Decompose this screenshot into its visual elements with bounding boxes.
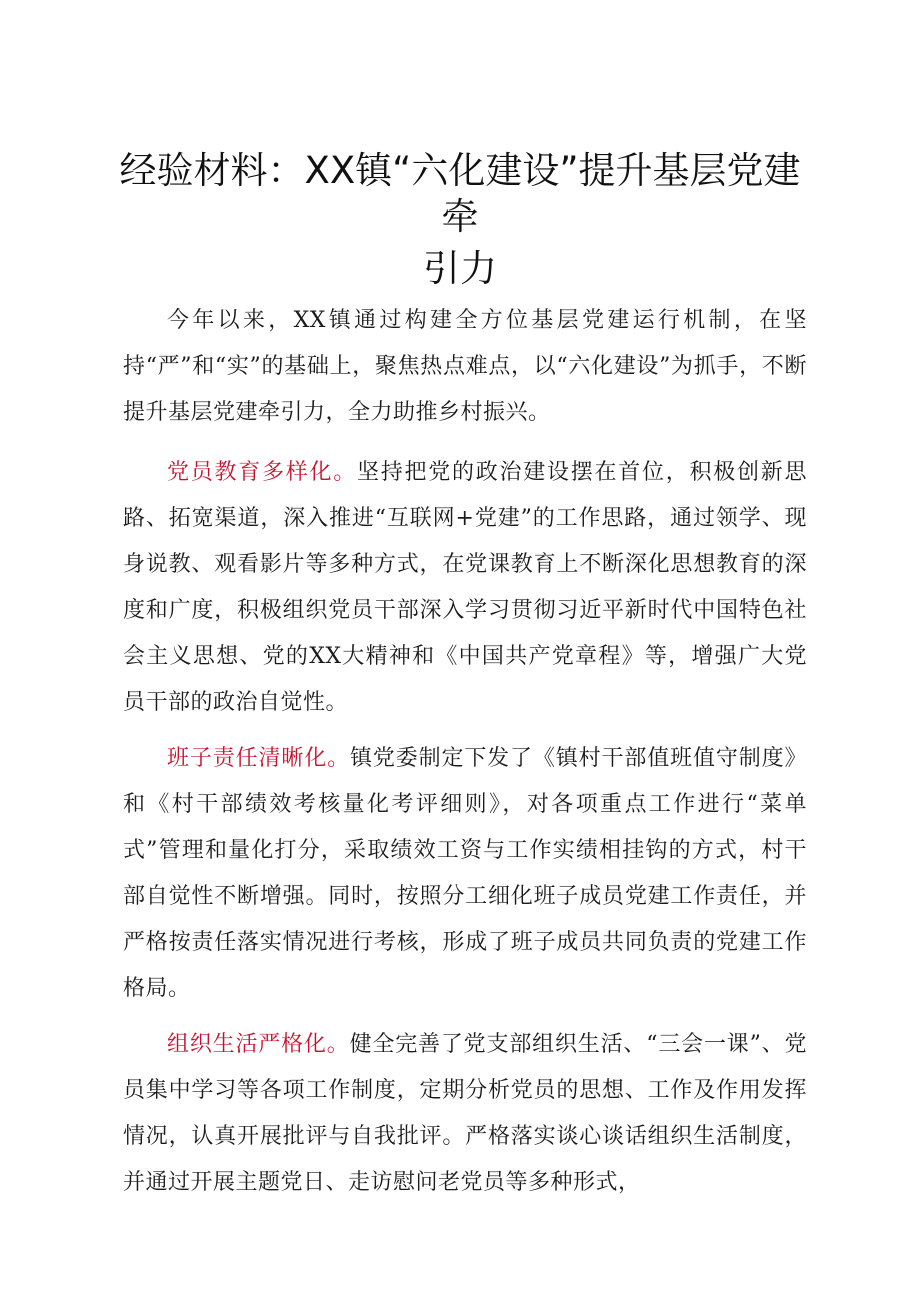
intro-paragraph: 今年以来，XX镇通过构建全方位基层党建运行机制，在坚持“严”和“实”的基础上，聚焦热点难点，以“六化建设”为抓手，不断提升基层党建牵引力，全力助推乡村振兴。 <box>123 308 807 425</box>
section-heading-responsibility: 班子责任清晰化。 <box>167 746 350 771</box>
section-paragraph-education <box>123 450 807 726</box>
title-line-1: 经验材料：XX镇“六化建设”提升基层党建 <box>119 149 801 192</box>
title-line-3: 引力 <box>423 247 497 290</box>
section-paragraph-responsibility <box>123 736 807 1012</box>
document-body <box>123 298 807 1216</box>
section-heading-organization: 组织生活严格化。 <box>167 1032 350 1057</box>
section-heading-education: 党员教育多样化。 <box>167 460 357 485</box>
section-text-education: 坚持把党的政治建设摆在首位，积极创新思路、拓宽渠道，深入推进“互联网+党建”的工作思路，通过领学、现身说教、观看影片等多种方式，在党课教育上不断深化思想教育的深度和广度，积极组织党员干部深入学习贯彻习近平新时代中国特色社会主义思想、党的XX大精神和《中国共产党章程》等，增强广大党员干部的政治自觉性。 <box>123 460 807 715</box>
title-line-2: 牵 <box>441 195 479 238</box>
section-paragraph-organization <box>123 1022 807 1206</box>
section-text-organization: 健全完善了党支部组织生活、“三会一课”、党员集中学习等各项工作制度，定期分析党员的思想、工作及作用发挥情况，认真开展批评与自我批评。严格落实谈心谈话组织生活制度，并通过开展主题党日、走访慰问老党员等多种形式， <box>123 1032 807 1195</box>
section-text-responsibility: 镇党委制定下发了《镇村干部值班值守制度》和《村干部绩效考核量化考评细则》，对各项重点工作进行“菜单式”管理和量化打分，采取绩效工资与工作实绩相挂钩的方式，村干部自觉性不断增强。同时，按照分工细化班子成员党建工作责任，并严格按责任落实情况进行考核，形成了班子成员共同负责的党建工作格局。 <box>123 746 807 1001</box>
document-title <box>100 148 820 292</box>
